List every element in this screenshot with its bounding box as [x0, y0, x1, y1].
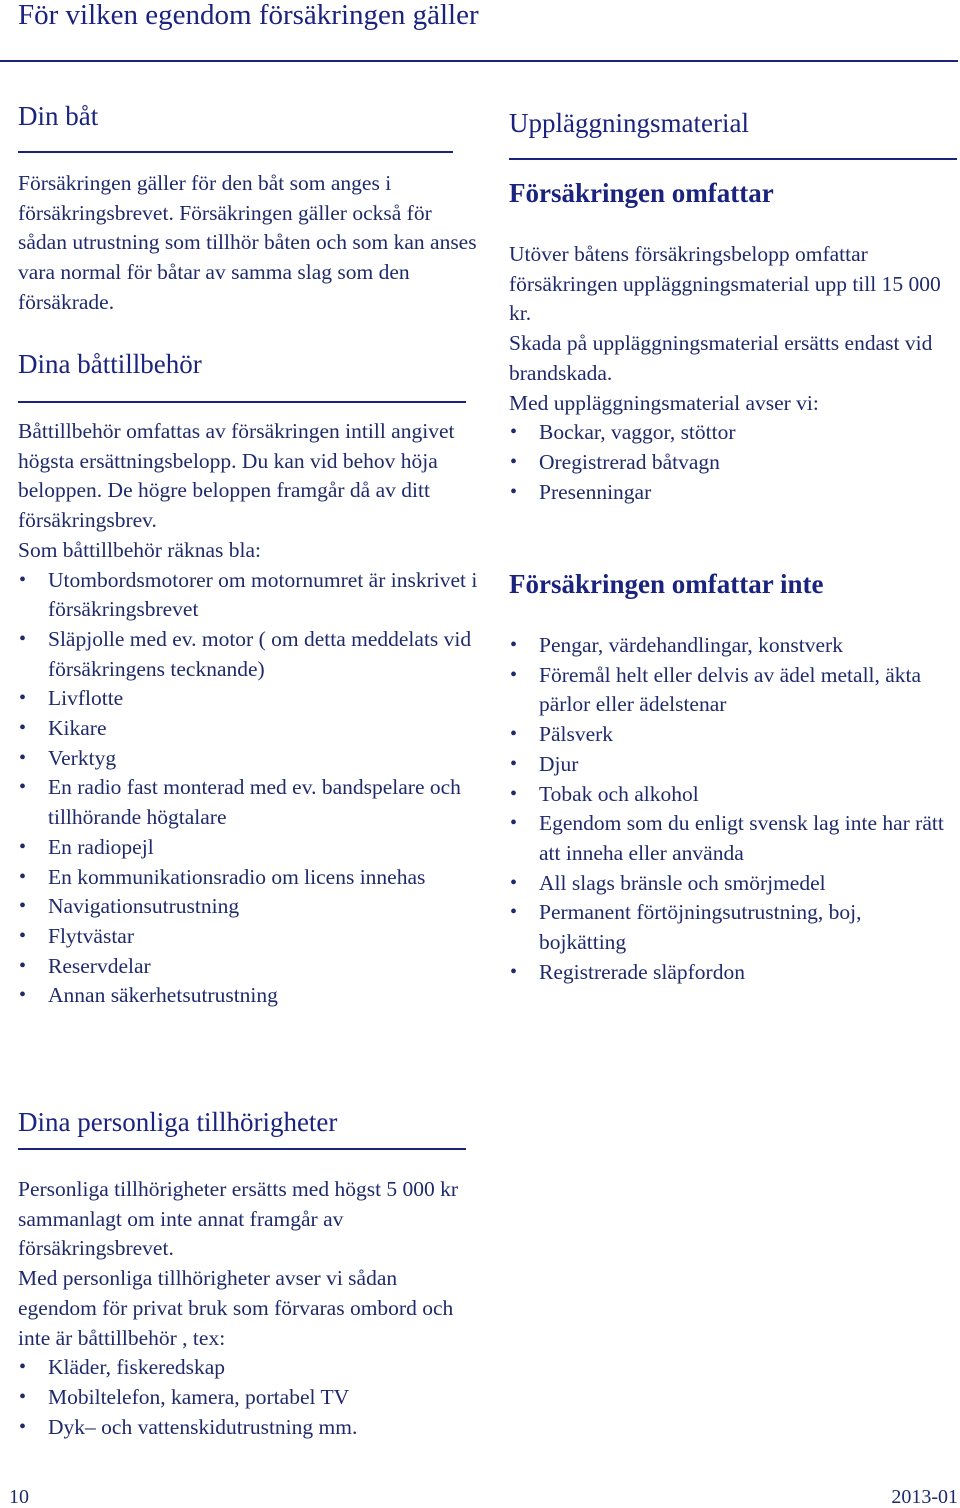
list-item: • Presenningar: [509, 478, 954, 508]
list-item: • Permanent förtöjningsutrustning, boj, bojkätting: [509, 898, 954, 957]
list-item: • Dyk– och vattenskidutrustning mm.: [18, 1413, 480, 1443]
covers-paragraph-3: Med uppläggningsmaterial avser vi:: [509, 390, 819, 415]
storage-heading: Uppläggningsmaterial: [509, 108, 749, 138]
personal-heading-rule: [18, 1148, 466, 1150]
list-item: • All slags bränsle och smörjmedel: [509, 869, 954, 899]
list-item: • Föremål helt eller delvis av ädel metall, äkta pärlor eller ädelstenar: [509, 661, 954, 720]
personal-heading: Dina personliga tillhörigheter: [18, 1107, 338, 1137]
boat-paragraph: Försäkringen gäller för den båt som anges i försäkringsbrevet. Försäkringen gäller också för sådan utrustning som tillhör båten och som kan anses vara normal för båtar av samma slag som den försäkrade.: [18, 171, 477, 314]
list-item: • Kläder, fiskeredskap: [18, 1353, 480, 1383]
boat-heading-rule: [18, 151, 453, 153]
list-item: • Navigationsutrustning: [18, 892, 480, 922]
storage-heading-rule: [509, 158, 957, 160]
accessories-heading: Dina båttillbehör: [18, 349, 202, 379]
covers-heading: Försäkringen omfattar: [509, 178, 774, 208]
covers-list: [509, 418, 954, 507]
excludes-heading: Försäkringen omfattar inte: [509, 569, 824, 599]
personal-body: [18, 1175, 480, 1442]
covers-paragraph-1: Utöver båtens försäkringsbelopp omfattar försäkringen uppläggningsmaterial upp till 15 000 kr.: [509, 242, 941, 326]
accessories-paragraph: Båttillbehör omfattas av försäkringen intill angivet högsta ersättningsbelopp. Du kan vid behov höja beloppen. De högre beloppen framgår då av ditt försäkringsbrev.: [18, 419, 455, 533]
page-title: För vilken egendom försäkringen gäller: [18, 0, 479, 31]
list-item: • Bockar, vaggor, stöttor: [509, 418, 954, 448]
list-item: • Utombordsmotorer om motornumret är inskrivet i försäkringsbrevet: [18, 566, 480, 625]
list-item: • Verktyg: [18, 744, 480, 774]
list-item: • En radiopejl: [18, 833, 480, 863]
personal-list: [18, 1353, 480, 1442]
excludes-body: [509, 631, 954, 987]
covers-body: [509, 240, 954, 507]
list-item: • Tobak och alkohol: [509, 780, 954, 810]
boat-heading: Din båt: [18, 101, 99, 131]
personal-paragraph-1: Personliga tillhörigheter ersätts med högst 5 000 kr sammanlagt om inte annat framgår av försäkringsbrevet.: [18, 1177, 459, 1261]
list-item: • En radio fast monterad med ev. bandspelare och tillhörande högtalare: [18, 773, 480, 832]
list-item: • Djur: [509, 750, 954, 780]
list-item: • En kommunikationsradio om licens innehas: [18, 863, 480, 893]
accessories-heading-rule: [18, 401, 466, 403]
title-divider: [0, 60, 958, 62]
accessories-list-intro: Som båttillbehör räknas bla:: [18, 537, 262, 562]
list-item: • Reservdelar: [18, 952, 480, 982]
covers-paragraph-2: Skada på uppläggningsmaterial ersätts endast vid brandskada.: [509, 331, 933, 385]
list-item: • Kikare: [18, 714, 480, 744]
list-item: • Pälsverk: [509, 720, 954, 750]
list-item: • Registrerade släpfordon: [509, 958, 954, 988]
list-item: • Pengar, värdehandlingar, konstverk: [509, 631, 954, 661]
list-item: • Flytvästar: [18, 922, 480, 952]
footer-date: 2013-01: [891, 1486, 958, 1508]
list-item: • Släpjolle med ev. motor ( om detta meddelats vid försäkringens tecknande): [18, 625, 480, 684]
excludes-list: [509, 631, 954, 987]
list-item: • Livflotte: [18, 684, 480, 714]
accessories-list: [18, 566, 480, 1012]
page-number: 10: [9, 1486, 29, 1508]
list-item: • Egendom som du enligt svensk lag inte har rätt att inneha eller använda: [509, 809, 954, 868]
personal-paragraph-2: Med personliga tillhörigheter avser vi sådan egendom för privat bruk som förvaras ombord och inte är båttillbehör , tex:: [18, 1266, 454, 1350]
accessories-body: [18, 417, 480, 1011]
list-item: • Annan säkerhetsutrustning: [18, 981, 480, 1011]
list-item: • Oregistrerad båtvagn: [509, 448, 954, 478]
list-item: • Mobiltelefon, kamera, portabel TV: [18, 1383, 480, 1413]
